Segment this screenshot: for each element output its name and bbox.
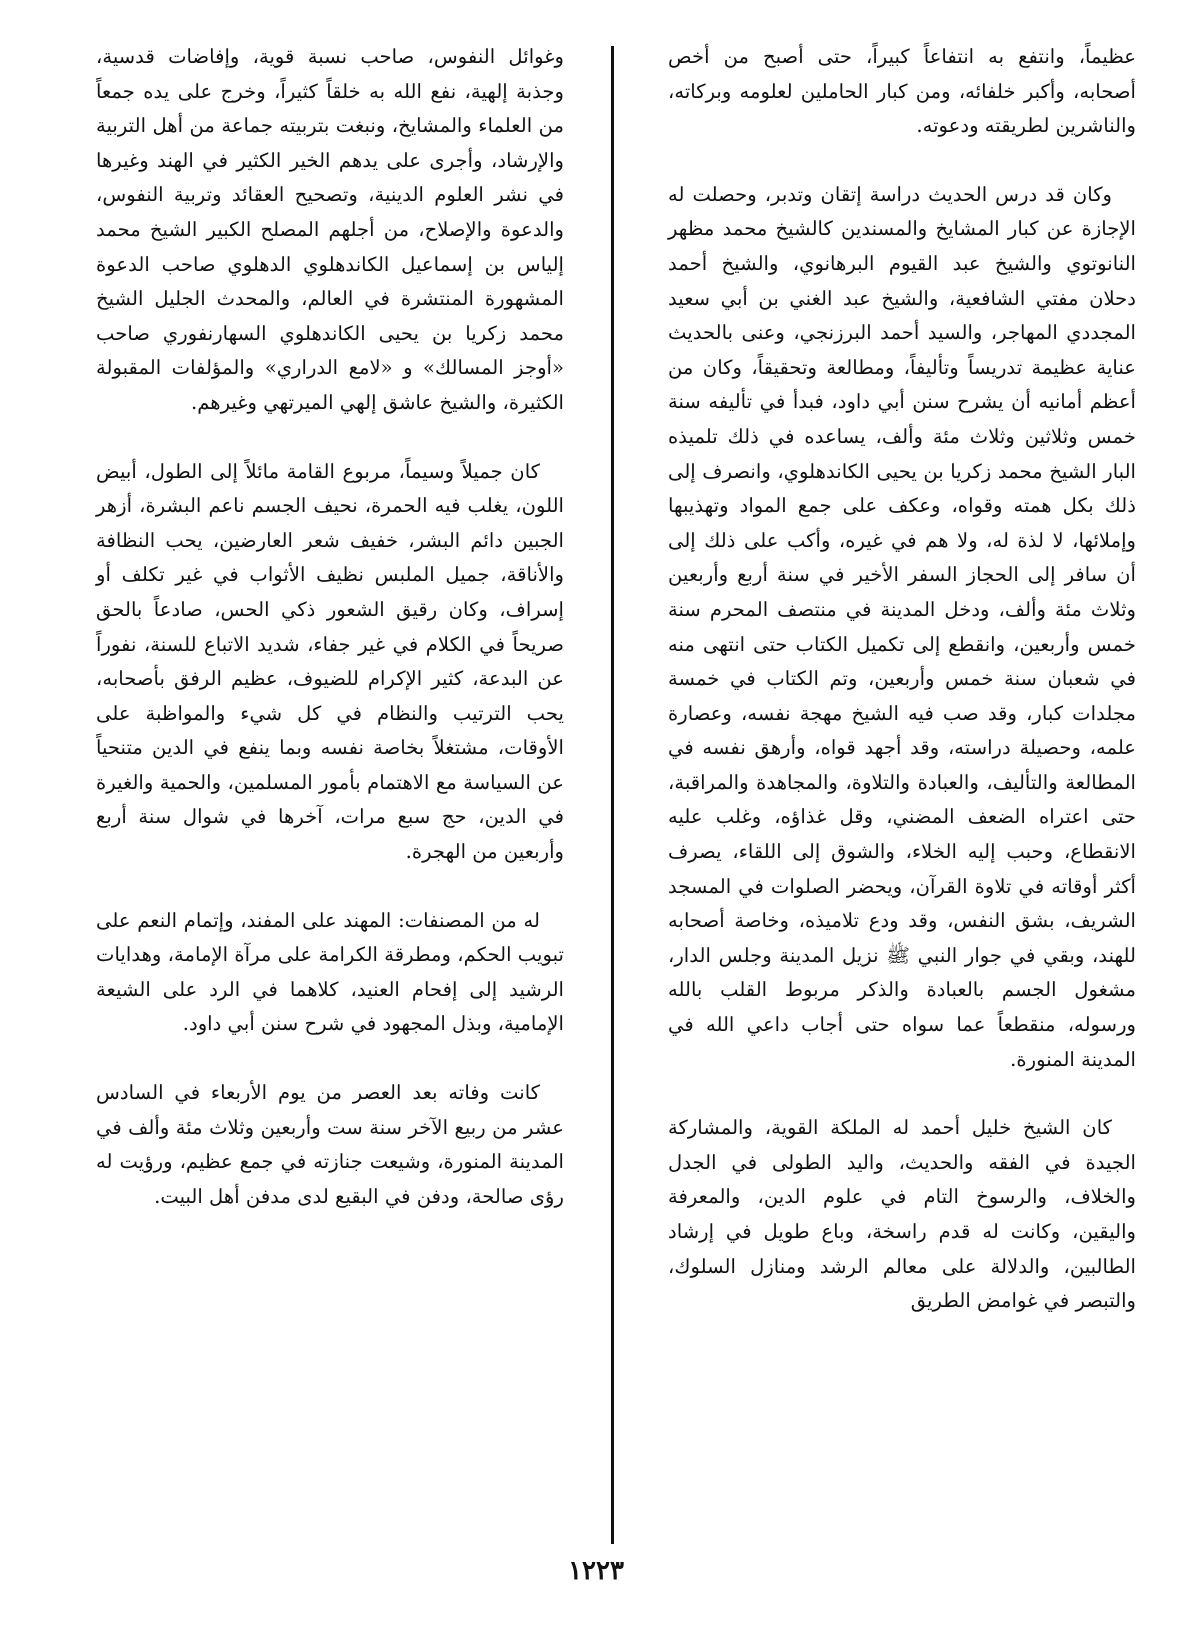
- left-text-column: [96, 40, 564, 1214]
- paragraph: كانت وفاته بعد العصر من يوم الأربعاء في السادس عشر من ربيع الآخر سنة ست وأربعين وثلاث مئة وألف في المدينة المنورة، وشيعت جنازته في جمع عظيم، ورؤيت له رؤى صالحة، ودفن في البقيع لدى مدفن أهل البيت.: [96, 1081, 564, 1208]
- paragraph: وكان قد درس الحديث دراسة إتقان وتدبر، وحصلت له الإجازة عن كبار المشايخ والمسندين كالشيخ محمد مظهر النانوتوي والشيخ عبد القيوم البرهانوي، والشيخ أحمد دحلان مفتي الشافعية، والشيخ عبد الغني بن أبي سعيد المجددي المهاجر، والسيد أحمد البرزنجي، وعنى بالحديث عناية عظيمة تدريساً وتأليفاً، ومطالعة وتحقيقاً، وكان من أعظم أمانيه أن يشرح سنن أبي داود، فبدأ في تأليفه سنة خمس وثلاثين وثلاث مئة وألف، يساعده في ذلك تلميذه البار الشيخ محمد زكريا بن يحيى الكاندهلوي، وانصرف إلى ذلك بكل همته وقواه، وعكف على جمع المواد وتهذيبها وإملائها، لا لذة له، ولا هم في غيره، وأكب على ذلك إلى أن سافر إلى الحجاز السفر الأخير في سنة أربع وأربعين وثلاث مئة وألف، ودخل المدينة في منتصف المحرم سنة خمس وأربعين، وانقطع إلى تكميل الكتاب حتى انتهى منه في شعبان سنة خمس وأربعين، وتم الكتاب في خمسة مجلدات كبار، وقد صب فيه الشيخ مهجة نفسه، وعصارة علمه، وحصيلة دراسته، وقد أجهد قواه، وأرهق نفسه في المطالعة والتأليف، والعبادة والتلاوة، والمجاهدة والمراقبة، حتى اعتراه الضعف المضني، وقل غذاؤه، وغلب عليه الانقطاع، وحبب إليه الخلاء، والشوق إلى اللقاء، يصرف أكثر أوقاته في تلاوة القرآن، ويحضر الصلوات في المسجد الشريف، بشق النفس، وقد ودع تلاميذه، وخاصة أصحابه للهند، وبقي في جوار النبي ﷺ نزيل المدينة وجلس الدار، مشغول الجسم بالعبادة والذكر مربوط القلب بالله ورسوله، منقطعاً عما سواه حتى أجاب داعي الله في المدينة المنورة.: [668, 182, 1136, 1071]
- page-number: ١٢٢٣: [568, 1556, 624, 1586]
- paragraph: وغوائل النفوس، صاحب نسبة قوية، وإفاضات قدسية، وجذبة إلهية، نفع الله به خلقاً كثيراً، وخرج على يده جمعاً من العلماء والمشايخ، ونبغت بتربيته جماعة من أهل التربية والإرشاد، وأجرى على يدهم الخير الكثير في الهند وغيرها في نشر العلوم الدينية، وتصحيح العقائد وتربية النفوس، والدعوة والإصلاح، من أجلهم المصلح الكبير الشيخ محمد إلياس بن إسماعيل الكاندهلوي الدهلوي صاحب الدعوة المشهورة المنتشرة في العالم، والمحدث الجليل الشيخ محمد زكريا بن يحيى الكاندهلوي السهارنفوري صاحب «أوجز المسالك» و «لامع الدراري» والمؤلفات المقبولة الكثيرة، والشيخ عاشق إلهي الميرتهي وغيرهم.: [96, 45, 564, 414]
- column-divider: [611, 46, 614, 1544]
- paragraph: كان الشيخ خليل أحمد له الملكة القوية، والمشاركة الجيدة في الفقه والحديث، واليد الطولى في الجدل والخلاف، والرسوخ التام في علوم الدين، والمعرفة واليقين، وكانت له قدم راسخة، وباع طويل في إرشاد الطالبين، والدلالة على معالم الرشد ومنازل السلوك، والتبصر في غوامض الطريق: [668, 1116, 1136, 1313]
- paragraph: كان جميلاً وسيماً، مربوع القامة مائلاً إلى الطول، أبيض اللون، يغلب فيه الحمرة، نحيف الجسم ناعم البشرة، أزهر الجبين دائم البشر، خفيف شعر العارضين، يحب النظافة والأناقة، جميل الملبس نظيف الأثواب في غير تكلف أو إسراف، وكان رقيق الشعور ذكي الحس، صادعاً بالحق صريحاً في الكلام في غير جفاء، شديد الاتباع للسنة، نفوراً عن البدعة، كثير الإكرام للضيوف، عظيم الرفق بأصحابه، يحب الترتيب والنظام في كل شيء والمواظبة على الأوقات، مشتغلاً بخاصة نفسه وبما ينفع في الدين متنحياً عن السياسة مع الاهتمام بأمور المسلمين، والحمية والغيرة في الدين، حج سبع مرات، آخرها في شوال سنة أربع وأربعين من الهجرة.: [96, 459, 564, 864]
- paragraph: عظيماً، وانتفع به انتفاعاً كبيراً، حتى أصبح من أخص أصحابه، وأكبر خلفائه، ومن كبار الحاملين لعلومه وبركاته، والناشرين لطريقته ودعوته.: [668, 45, 1136, 138]
- paragraph: له من المصنفات: المهند على المفند، وإتمام النعم على تبويب الحكم، ومطرقة الكرامة على مرآة الإمامة، وهدايات الرشيد إلى إفحام العنيد، كلاهما في الرد على الشيعة الإمامية، وبذل المجهود في شرح سنن أبي داود.: [96, 908, 564, 1036]
- right-text-column: [668, 40, 1136, 1319]
